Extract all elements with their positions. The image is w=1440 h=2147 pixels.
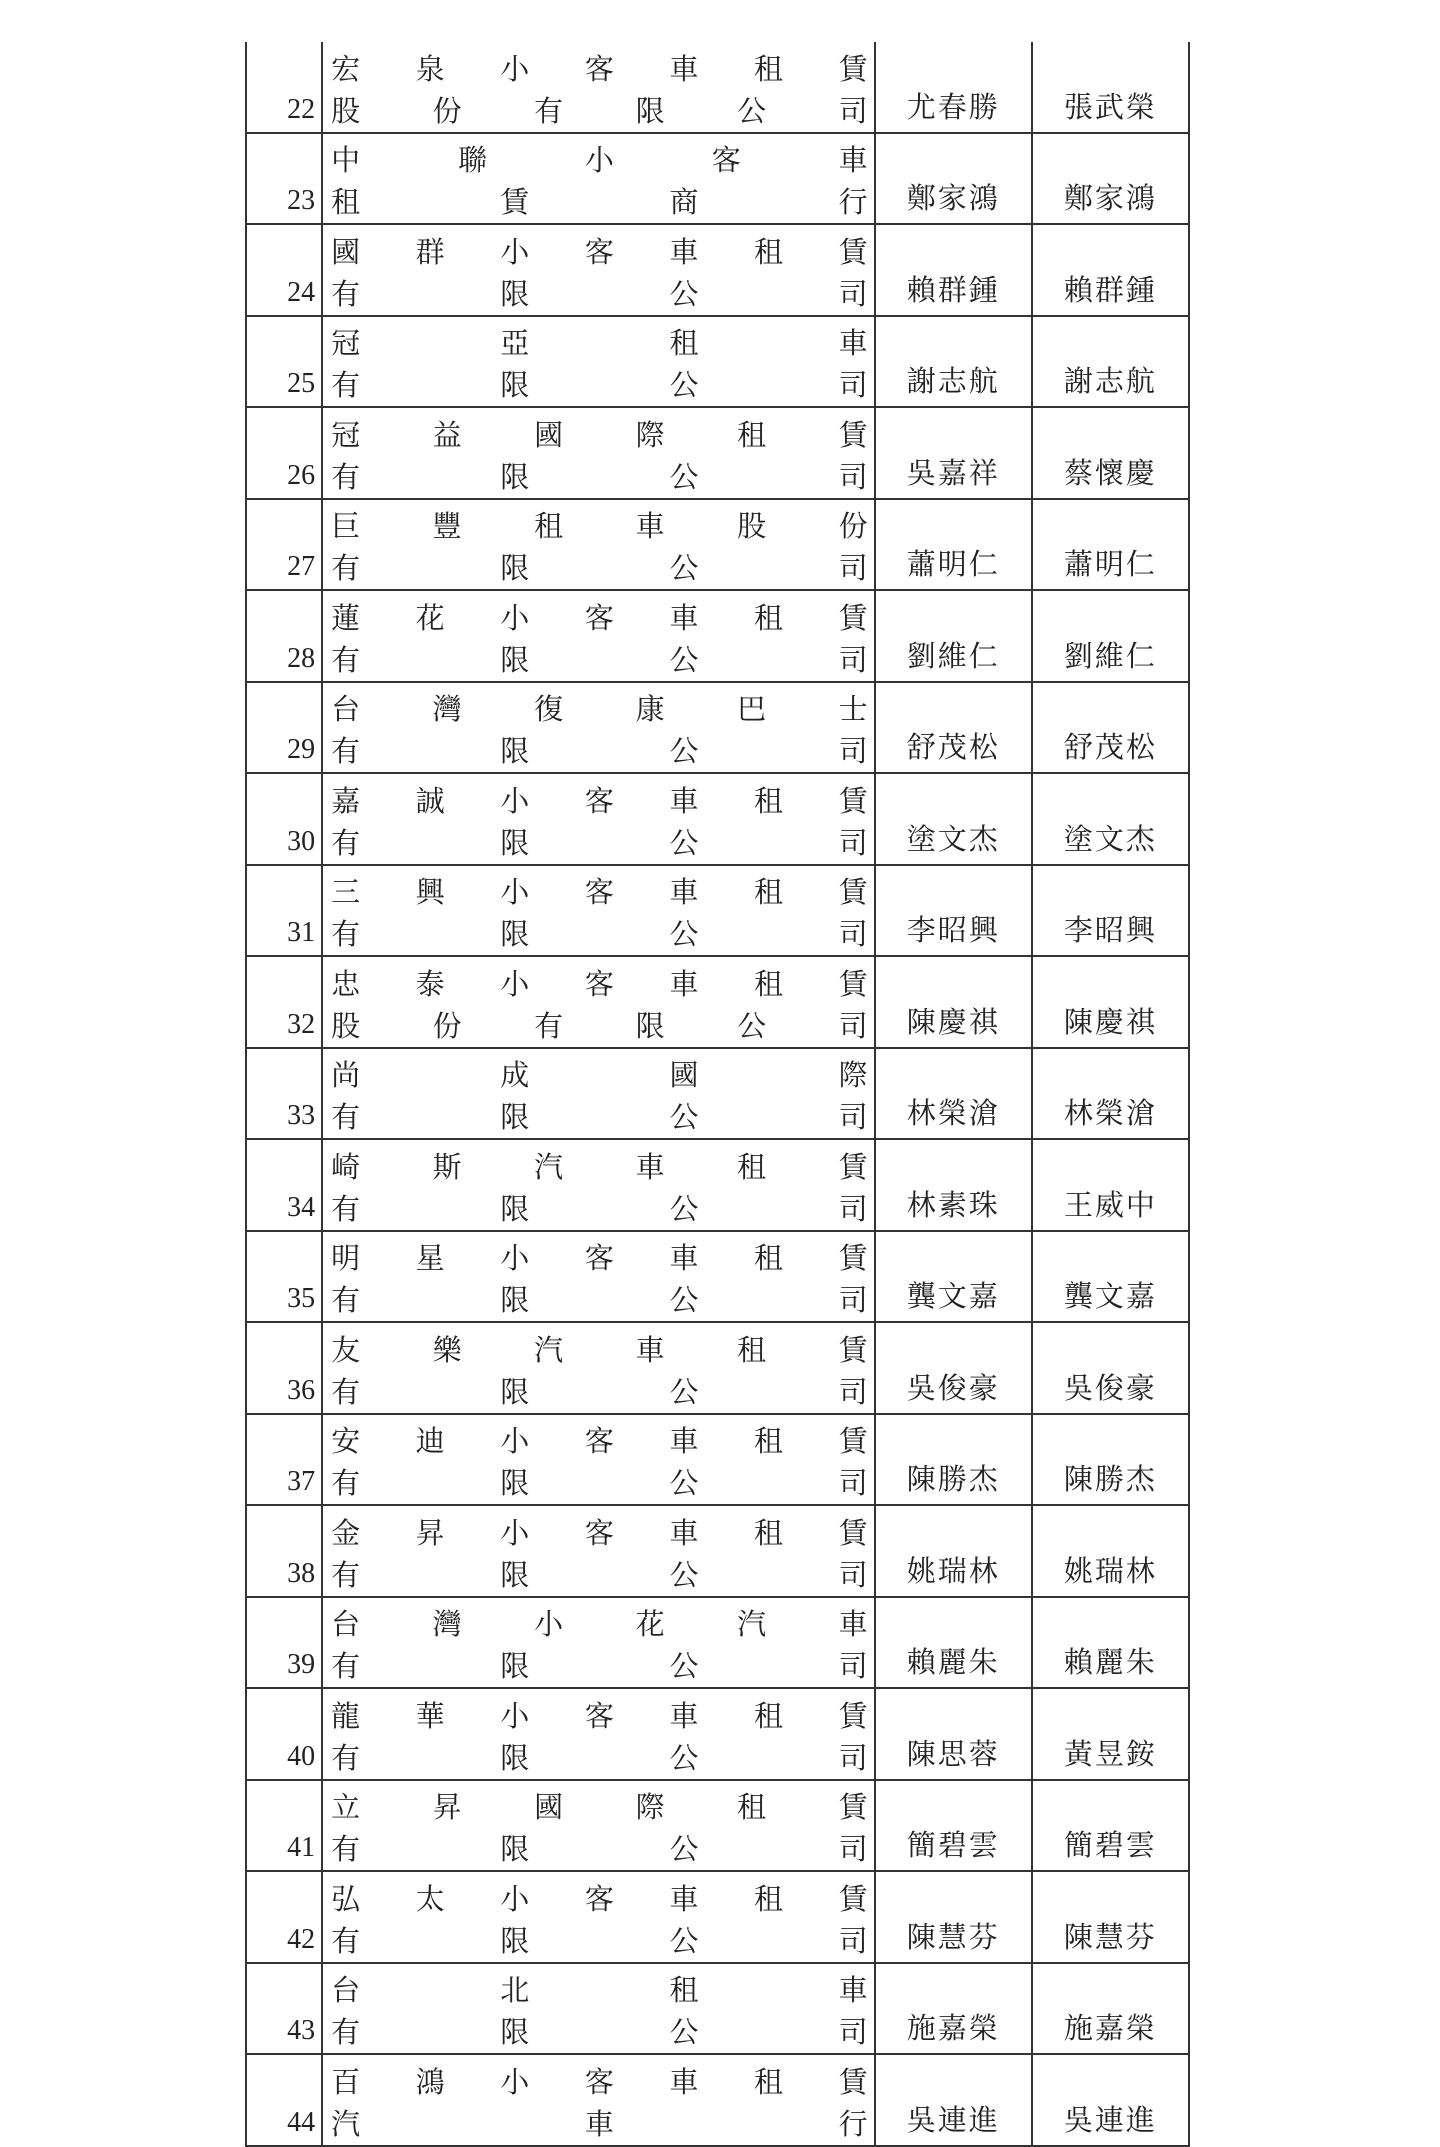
company-name-cell xyxy=(322,1597,875,1689)
company-name-cell xyxy=(322,1871,875,1963)
contact-cell: 吳連進 xyxy=(1032,2054,1189,2146)
contact-cell: 李昭興 xyxy=(1032,865,1189,957)
table-row xyxy=(246,499,1189,591)
company-name-line1: 明 星 小 客 車 租 賃 xyxy=(331,1241,868,1275)
company-name-cell xyxy=(322,590,875,682)
company-name-line1: 台 灣 小 花 汽 車 xyxy=(331,1607,868,1641)
company-name-cell xyxy=(322,1688,875,1780)
company-name-cell xyxy=(322,316,875,408)
company-name-cell xyxy=(322,1780,875,1872)
row-number: 32 xyxy=(246,956,322,1048)
representative-cell: 陳思蓉 xyxy=(875,1688,1032,1780)
contact-cell: 舒茂松 xyxy=(1032,682,1189,774)
company-name-line2: 有 限 公 司 xyxy=(331,1283,868,1317)
table-row xyxy=(246,1780,1189,1872)
representative-cell: 林榮滄 xyxy=(875,1048,1032,1140)
table-row xyxy=(246,224,1189,316)
company-name-line1: 冠 益 國 際 租 賃 xyxy=(331,417,868,452)
row-number: 43 xyxy=(246,1963,322,2055)
table-row xyxy=(246,956,1189,1048)
company-name-cell xyxy=(322,1414,875,1506)
representative-cell: 姚瑞林 xyxy=(875,1505,1032,1597)
company-name-line2: 有 限 公 司 xyxy=(331,368,868,402)
company-name-line2: 股 份 有 限 公 司 xyxy=(331,93,868,128)
table-row xyxy=(246,2054,1189,2146)
contact-cell: 施嘉榮 xyxy=(1032,1963,1189,2055)
representative-cell: 林素珠 xyxy=(875,1139,1032,1231)
company-name-cell xyxy=(322,1963,875,2055)
table-row xyxy=(246,407,1189,499)
company-name-line2: 有 限 公 司 xyxy=(331,1557,868,1592)
company-name-cell xyxy=(322,499,875,591)
contact-cell: 林榮滄 xyxy=(1032,1048,1189,1140)
row-number: 27 xyxy=(246,499,322,591)
company-name-line1: 中 聯 小 客 車 xyxy=(331,143,868,177)
row-number: 25 xyxy=(246,316,322,408)
table-row xyxy=(246,316,1189,408)
table-row xyxy=(246,590,1189,682)
company-name-line2: 有 限 公 司 xyxy=(331,1466,868,1500)
contact-cell: 姚瑞林 xyxy=(1032,1505,1189,1597)
table-row xyxy=(246,1505,1189,1597)
row-number: 44 xyxy=(246,2054,322,2146)
company-name-cell xyxy=(322,1139,875,1231)
table-row xyxy=(246,1414,1189,1506)
representative-cell: 龔文嘉 xyxy=(875,1231,1032,1323)
table-row xyxy=(246,1871,1189,1963)
representative-cell: 吳連進 xyxy=(875,2054,1032,2146)
company-name-cell xyxy=(322,42,875,133)
representative-cell: 鄭家鴻 xyxy=(875,133,1032,225)
company-name-line2: 有 限 公 司 xyxy=(331,1374,868,1409)
company-name-line2: 有 限 公 司 xyxy=(331,2015,868,2049)
company-name-line2: 有 限 公 司 xyxy=(331,917,868,951)
company-name-cell xyxy=(322,865,875,957)
company-name-cell xyxy=(322,1322,875,1414)
contact-cell: 龔文嘉 xyxy=(1032,1231,1189,1323)
representative-cell: 施嘉榮 xyxy=(875,1963,1032,2055)
representative-cell: 蕭明仁 xyxy=(875,499,1032,591)
contact-cell: 賴麗朱 xyxy=(1032,1597,1189,1689)
company-name-cell xyxy=(322,407,875,499)
contact-cell: 陳慧芬 xyxy=(1032,1871,1189,1963)
company-name-cell xyxy=(322,682,875,774)
contact-cell: 陳勝杰 xyxy=(1032,1414,1189,1506)
table-row xyxy=(246,1688,1189,1780)
company-name-cell xyxy=(322,133,875,225)
company-name-line1: 台 北 租 車 xyxy=(331,1973,868,2007)
contact-cell: 吳俊豪 xyxy=(1032,1322,1189,1414)
representative-cell: 吳俊豪 xyxy=(875,1322,1032,1414)
table-row xyxy=(246,42,1189,133)
company-name-line1: 國 群 小 客 車 租 賃 xyxy=(331,234,868,269)
representative-cell: 舒茂松 xyxy=(875,682,1032,774)
contact-cell: 蔡懷慶 xyxy=(1032,407,1189,499)
contact-cell: 陳慶祺 xyxy=(1032,956,1189,1048)
contact-cell: 黃昱銨 xyxy=(1032,1688,1189,1780)
row-number: 36 xyxy=(246,1322,322,1414)
company-name-cell xyxy=(322,224,875,316)
company-name-line2: 有 限 公 司 xyxy=(331,459,868,494)
row-number: 31 xyxy=(246,865,322,957)
row-number: 34 xyxy=(246,1139,322,1231)
company-name-line2: 汽 車 行 xyxy=(331,2106,868,2141)
company-name-cell xyxy=(322,773,875,865)
representative-cell: 陳慧芬 xyxy=(875,1871,1032,1963)
table-row xyxy=(246,865,1189,957)
row-number: 26 xyxy=(246,407,322,499)
company-name-line1: 忠 泰 小 客 車 租 賃 xyxy=(331,966,868,1001)
row-number: 42 xyxy=(246,1871,322,1963)
company-name-line2: 有 限 公 司 xyxy=(331,1923,868,1958)
company-name-line1: 台 灣 復 康 巴 士 xyxy=(331,692,868,726)
company-name-cell xyxy=(322,1231,875,1323)
contact-cell: 塗文杰 xyxy=(1032,773,1189,865)
company-name-line2: 有 限 公 司 xyxy=(331,734,868,768)
representative-cell: 賴群鍾 xyxy=(875,224,1032,316)
representative-cell: 陳勝杰 xyxy=(875,1414,1032,1506)
table-row xyxy=(246,1963,1189,2055)
row-number: 37 xyxy=(246,1414,322,1506)
representative-cell: 尤春勝 xyxy=(875,42,1032,133)
table-row xyxy=(246,682,1189,774)
company-name-line2: 有 限 公 司 xyxy=(331,1100,868,1134)
table-row xyxy=(246,1048,1189,1140)
company-name-line1: 友 樂 汽 車 租 賃 xyxy=(331,1332,868,1367)
row-number: 35 xyxy=(246,1231,322,1323)
row-number: 39 xyxy=(246,1597,322,1689)
company-name-line1: 三 興 小 客 車 租 賃 xyxy=(331,875,868,909)
company-name-cell xyxy=(322,1505,875,1597)
company-name-line1: 立 昇 國 際 租 賃 xyxy=(331,1790,868,1824)
company-name-line1: 冠 亞 租 車 xyxy=(331,326,868,360)
contact-cell: 王威中 xyxy=(1032,1139,1189,1231)
representative-cell: 吳嘉祥 xyxy=(875,407,1032,499)
representative-cell: 陳慶祺 xyxy=(875,956,1032,1048)
contact-cell: 謝志航 xyxy=(1032,316,1189,408)
company-name-line1: 金 昇 小 客 車 租 賃 xyxy=(331,1515,868,1550)
representative-cell: 簡碧雲 xyxy=(875,1780,1032,1872)
row-number: 29 xyxy=(246,682,322,774)
company-name-line1: 百 鴻 小 客 車 租 賃 xyxy=(331,2064,868,2099)
table-row xyxy=(246,773,1189,865)
company-name-line2: 租 賃 商 行 xyxy=(331,185,868,219)
table-row xyxy=(246,1597,1189,1689)
table-row xyxy=(246,1139,1189,1231)
contact-cell: 簡碧雲 xyxy=(1032,1780,1189,1872)
company-name-line2: 有 限 公 司 xyxy=(331,1832,868,1866)
contact-cell: 蕭明仁 xyxy=(1032,499,1189,591)
company-name-line1: 嘉 誠 小 客 車 租 賃 xyxy=(331,783,868,818)
company-name-line1: 崎 斯 汽 車 租 賃 xyxy=(331,1149,868,1184)
company-name-line2: 有 限 公 司 xyxy=(331,1649,868,1683)
row-number: 40 xyxy=(246,1688,322,1780)
company-name-line1: 宏 泉 小 客 車 租 賃 xyxy=(331,51,868,86)
company-name-line2: 股 份 有 限 公 司 xyxy=(331,1008,868,1043)
company-name-line1: 尚 成 國 際 xyxy=(331,1058,868,1092)
row-number: 23 xyxy=(246,133,322,225)
company-name-line1: 蓮 花 小 客 車 租 賃 xyxy=(331,600,868,635)
contact-cell: 鄭家鴻 xyxy=(1032,133,1189,225)
company-name-line2: 有 限 公 司 xyxy=(331,276,868,311)
company-name-line2: 有 限 公 司 xyxy=(331,825,868,860)
representative-cell: 塗文杰 xyxy=(875,773,1032,865)
contact-cell: 賴群鍾 xyxy=(1032,224,1189,316)
row-number: 33 xyxy=(246,1048,322,1140)
company-name-cell xyxy=(322,1048,875,1140)
company-name-line1: 弘 太 小 客 車 租 賃 xyxy=(331,1881,868,1916)
company-name-line2: 有 限 公 司 xyxy=(331,1740,868,1775)
representative-cell: 謝志航 xyxy=(875,316,1032,408)
company-name-line2: 有 限 公 司 xyxy=(331,642,868,677)
company-name-line1: 巨 豐 租 車 股 份 xyxy=(331,509,868,543)
company-name-cell xyxy=(322,2054,875,2146)
row-number: 24 xyxy=(246,224,322,316)
table-row xyxy=(246,133,1189,225)
contact-cell: 劉維仁 xyxy=(1032,590,1189,682)
company-name-line2: 有 限 公 司 xyxy=(331,551,868,585)
company-table xyxy=(245,42,1190,2147)
company-name-cell xyxy=(322,956,875,1048)
representative-cell: 賴麗朱 xyxy=(875,1597,1032,1689)
row-number: 38 xyxy=(246,1505,322,1597)
row-number: 22 xyxy=(246,42,322,133)
row-number: 30 xyxy=(246,773,322,865)
row-number: 41 xyxy=(246,1780,322,1872)
table-row xyxy=(246,1322,1189,1414)
company-table-body xyxy=(246,42,1189,2146)
company-name-line1: 安 迪 小 客 車 租 賃 xyxy=(331,1424,868,1458)
row-number: 28 xyxy=(246,590,322,682)
company-name-line1: 龍 華 小 客 車 租 賃 xyxy=(331,1698,868,1733)
representative-cell: 劉維仁 xyxy=(875,590,1032,682)
table-row xyxy=(246,1231,1189,1323)
company-name-line2: 有 限 公 司 xyxy=(331,1191,868,1226)
representative-cell: 李昭興 xyxy=(875,865,1032,957)
contact-cell: 張武榮 xyxy=(1032,42,1189,133)
